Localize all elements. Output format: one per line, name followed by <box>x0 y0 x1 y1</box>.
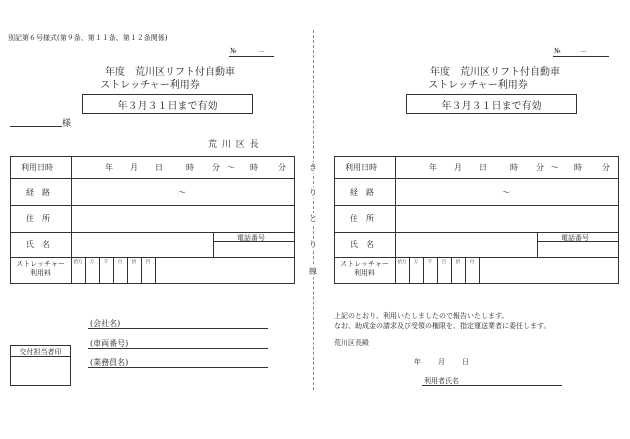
form-reference: 別記第６号様式(第９条、第１１条、第１２条関係) <box>8 34 168 42</box>
datetime-hour-start-right: 時 <box>510 163 518 172</box>
datetime-min-end-right: 分 <box>602 163 610 172</box>
name-label: 氏 名 <box>26 240 50 249</box>
title-line1: 年度 荒川区リフト付自動車 <box>105 67 235 78</box>
title-line2: ストレッチャー利用券 <box>100 80 200 91</box>
route-label-right: 経 路 <box>350 188 374 197</box>
cut-char: と <box>305 213 321 224</box>
address-label: 住 所 <box>26 214 50 223</box>
validity-box-right <box>406 94 577 114</box>
cut-char: 線 <box>305 266 321 277</box>
digit-label: 万 <box>89 260 95 265</box>
route-label: 経 路 <box>26 188 50 197</box>
number-underline <box>229 56 274 57</box>
number-underline-right <box>553 56 609 57</box>
company-label: (会社名) <box>90 319 121 328</box>
validity-box <box>82 94 253 114</box>
datetime-day-right: 日 <box>479 163 487 172</box>
phone-label: 電話番号 <box>237 234 265 242</box>
report-line2: なお、助成金の請求及び受領の権限を、指定運送業者に委任します。 <box>334 322 551 330</box>
datetime-label: 利用日時 <box>21 163 53 172</box>
issuer: 荒 川 区 長 <box>208 140 260 150</box>
datetime-hour-start: 時 <box>186 163 194 172</box>
fee-label-right <box>334 260 395 278</box>
datetime-hour-end: 時 <box>250 163 258 172</box>
name-label-right: 氏 名 <box>350 240 374 249</box>
digit-label-right: 拾万 <box>397 260 407 265</box>
addressee-right: 荒川区長殿 <box>334 339 369 347</box>
datetime-year-right: 年 <box>429 163 437 172</box>
digit-label: 百 <box>117 260 123 265</box>
datetime-month: 月 <box>130 163 138 172</box>
fee-label <box>10 260 71 278</box>
validity-text-right: 年３月３１日まで有効 <box>441 100 542 112</box>
number-dash: － <box>258 48 265 56</box>
digit-label-right: 円 <box>469 260 475 265</box>
validity-text: 年３月３１日まで有効 <box>117 100 218 112</box>
digit-label-right: 百 <box>441 260 447 265</box>
route-tilde: ～ <box>178 188 186 197</box>
date-month: 月 <box>438 358 445 366</box>
digit-label: 千 <box>103 260 109 265</box>
crew-label: (業務員名) <box>90 358 129 367</box>
datetime-min-start: 分 <box>212 163 220 172</box>
company-line <box>88 328 268 329</box>
digit-label-right: 千 <box>427 260 433 265</box>
vehicle-label: (車両番号) <box>90 339 129 348</box>
user-name-line <box>422 385 562 386</box>
title-line1-right: 年度 荒川区リフト付自動車 <box>430 67 560 78</box>
datetime-min-end: 分 <box>278 163 286 172</box>
digit-label: 拾 <box>131 260 137 265</box>
phone-label-right: 電話番号 <box>561 234 589 242</box>
vehicle-line <box>88 348 268 349</box>
cut-char: り <box>305 239 321 250</box>
address-label-right: 住 所 <box>350 214 374 223</box>
digit-label: 拾万 <box>73 260 83 265</box>
number-dash-right: － <box>580 48 587 56</box>
stamp-label: 交付担当者印 <box>19 348 62 356</box>
datetime-month-right: 月 <box>454 163 462 172</box>
datetime-tilde-right: ～ <box>551 163 559 172</box>
digit-label-right: 拾 <box>455 260 461 265</box>
datetime-label-right: 利用日時 <box>345 163 377 172</box>
addressee-suffix: 様 <box>62 119 72 129</box>
datetime-min-start-right: 分 <box>536 163 544 172</box>
datetime-hour-end-right: 時 <box>574 163 582 172</box>
digit-label-right: 万 <box>413 260 419 265</box>
addressee-line <box>10 126 62 127</box>
datetime-year: 年 <box>105 163 113 172</box>
user-name-label: 利用者氏名 <box>424 377 459 385</box>
fee-label-line1-right: ストレッチャー <box>340 260 389 268</box>
cut-line <box>313 30 314 390</box>
date-year: 年 <box>414 358 421 366</box>
cut-char: き <box>305 162 321 173</box>
fee-label-line2-right: 利用料 <box>354 269 375 277</box>
fee-label-line1: ストレッチャー <box>16 260 65 268</box>
datetime-tilde: ～ <box>227 163 235 172</box>
title-line2-right: ストレッチャー利用券 <box>428 80 528 91</box>
date-day: 日 <box>462 358 469 366</box>
route-tilde-right: ～ <box>502 188 510 197</box>
cut-char: り <box>305 187 321 198</box>
number-label-right: № <box>554 47 561 55</box>
digit-label: 円 <box>145 260 151 265</box>
crew-line <box>88 367 268 368</box>
datetime-day: 日 <box>155 163 163 172</box>
fee-label-line2: 利用料 <box>30 269 51 277</box>
number-label: № <box>230 47 237 55</box>
report-line1: 上記のとおり、利用いたしましたので報告いたします。 <box>334 312 509 320</box>
